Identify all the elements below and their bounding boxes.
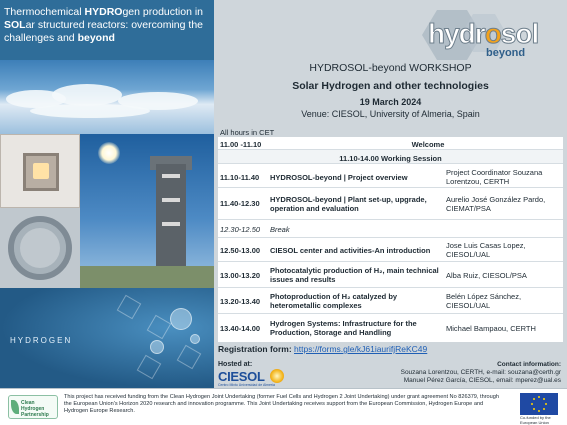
schedule-row: 13.00-13.20 Photocatalytic production of H₂, main technical issues and results Alba Ruiz, CIESOL/PSA [218,262,563,288]
clean-hydrogen-logo: Clean Hydrogen Partnership [8,395,58,419]
project-tagline: Thermochemical HYDROgen production in SOLar structured reactors: overcoming the challenges and beyond [4,6,204,44]
furnace-photo [0,134,80,208]
hosted-label: Hosted at: [218,361,253,368]
schedule-row: 13.20-13.40 Photoproduction of H₂ catalyzed by heterometallic complexes Belén López Sánchez, CIESOL/UAL [218,288,563,314]
schedule-row: 11.40-12.30 HYDROSOL-beyond | Plant set-up, upgrade, operation and evaluation Aurelio José González Pardo, CIEMAT/PSA [218,188,563,220]
workshop-header [214,62,567,119]
sky-photo [0,60,214,134]
contact-info: Contact information: Souzana Lorentzou, CERTH, e-mail: souzana@certh.gr Manuel Pérez García, CIESOL, email: mperez@ual.es [400,361,561,384]
workshop-venue: Venue: CIESOL, University of Almeria, Spain [301,109,480,119]
eu-emblem: Co-funded by the European Union [520,393,558,425]
ciesol-logo: CIESOL Centro Mixto Universidad de Almería [218,369,276,387]
solar-receiver-photo [0,208,80,288]
registration: Registration form: https://forms.gle/kJ61iaurifjReKC49 [218,344,428,354]
left-visual-panel [0,0,214,388]
schedule-row: 12.50-13.00 CIESOL center and activities-An introduction Jose Luis Casas Lopez, CIESOL/UAL [218,238,563,262]
registration-link[interactable]: https://forms.gle/kJ61iaurifjReKC49 [294,344,428,354]
timezone-note: All hours in CET [220,128,275,137]
hydrogen-graphic [0,288,214,388]
sun-icon [270,369,284,383]
program-panel [214,0,567,388]
sun-icon [98,142,120,164]
solar-tower-photo [80,134,214,288]
workshop-name: HYDROSOL-beyond WORKSHOP [309,62,472,74]
hydrogen-label: HYDROGEN [10,336,73,345]
schedule-row: 11.00 -11.10 Welcome [218,137,563,150]
schedule-table [218,137,563,342]
schedule-row: 11.10-14.00 Working Session [218,150,563,164]
hydrosol-beyond-logo: hydrosol beyond [416,10,562,62]
schedule-row: 12.30-12.50 Break [218,220,563,238]
footer [0,388,567,425]
eu-flag-icon [520,393,558,415]
leaf-icon [11,400,19,414]
logo-subtitle: beyond [486,47,526,59]
funding-statement: This project has received funding from the Clean Hydrogen Joint Undertaking (former Fuel Cells and Hydrogen 2 Joint Undertaking) under grant agreement No 826379, through the European Union's Horizon 2020 research and innovation programme. This Joint Undertaking receives support from the European Commission, Hydrogen Europe and Hydrogen Europe Research. [64,394,499,414]
workshop-title: Solar Hydrogen and other technologies [292,80,489,92]
workshop-date: 19 March 2024 [359,97,422,107]
schedule-row: 11.10-11.40 HYDROSOL-beyond | Project overview Project Coordinator Souzana Lorentzou, CERTH [218,164,563,188]
schedule-row: 13.40-14.00 Hydrogen Systems: Infrastructure for the Production, Storage and Handling Michael Bampaou, CERTH [220,319,536,337]
